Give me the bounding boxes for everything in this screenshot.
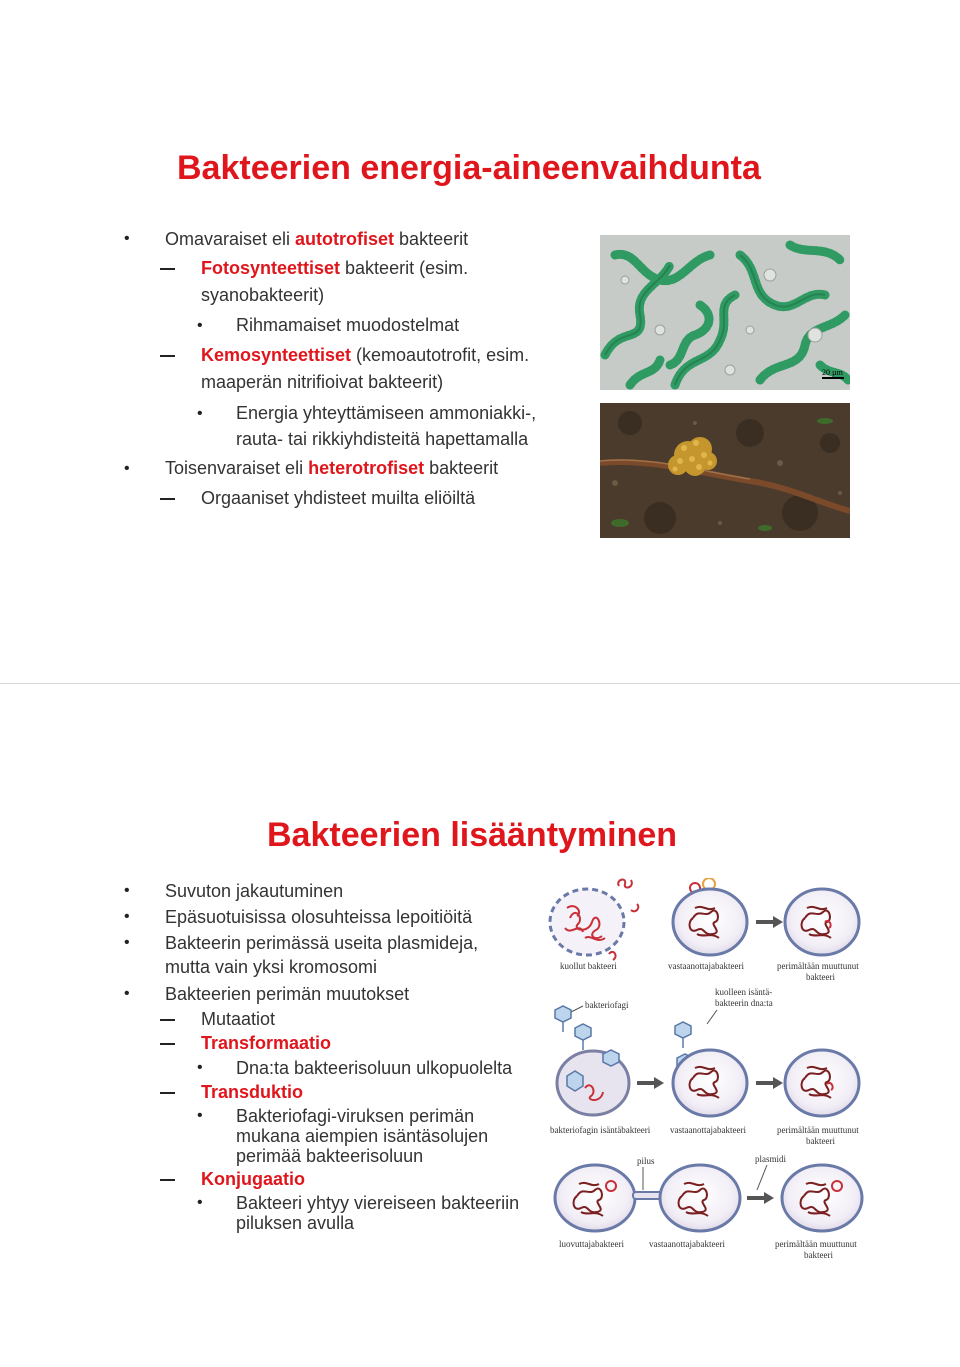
label-modified-1b: bakteeri [806, 972, 835, 982]
bullet-dot: • [124, 985, 130, 1002]
bullet-dot: • [197, 1107, 203, 1124]
label-recipient-1: vastaanottajabakteeri [668, 961, 744, 971]
label-dead-host-dna-1: kuolleen isäntä- [715, 987, 773, 997]
asexual-line: Suvuton jakautuminen [165, 881, 344, 901]
spores-line: Epäsuotuisissa olosuhteissa lepoitiöitä [165, 907, 473, 927]
bullet-dot: • [197, 405, 203, 422]
label-plasmid: plasmidi [755, 1154, 786, 1164]
bullet-dash [160, 498, 175, 500]
filament-line: Rihmamaiset muodostelmat [236, 315, 460, 335]
bacteriophage-line-2: mukana aiempien isäntäsolujen [236, 1126, 489, 1146]
bullet-dash [160, 1179, 175, 1181]
transformation-line: Transformaatio [201, 1033, 332, 1053]
label-modified-2a: perimältään muuttunut [777, 1125, 859, 1135]
chromosome-line: mutta vain yksi kromosomi [165, 957, 378, 977]
label-modified-1a: perimältään muuttunut [777, 961, 859, 971]
bullet-dot: • [197, 1059, 203, 1076]
bullet-dot: • [124, 882, 130, 899]
bullet-dash [160, 268, 175, 270]
label-bacteriophage: bakteriofagi [585, 1000, 629, 1010]
oxidation-line: rauta- tai rikkiyhdisteitä hapettamalla [236, 429, 529, 449]
bullet-dot: • [197, 1194, 203, 1211]
label-pilus: pilus [637, 1156, 655, 1166]
label-recipient-2: vastaanottajabakteeri [670, 1125, 746, 1135]
label-dead-host-dna-2: bakteerin dna:ta [715, 998, 773, 1008]
bullet-dash [160, 355, 175, 357]
label-modified-3a: perimältään muuttunut [775, 1239, 857, 1249]
bullet-dot: • [124, 908, 130, 925]
transformation-row [550, 878, 859, 982]
slide1-title: Bakteerien energia-aineenvaihdunta [177, 149, 761, 187]
bullet-dash [160, 1019, 175, 1021]
bullet-dot: • [124, 230, 130, 247]
gene-transfer-diagram [545, 878, 875, 1258]
transduction-line: Transduktio [201, 1082, 304, 1102]
label-modified-2b: bakteeri [806, 1136, 835, 1146]
bullet-dash [160, 1043, 175, 1045]
photosynthetic-line: Fotosynteettiset bakteerit (esim. [201, 258, 469, 278]
organic-line: Orgaaniset yhdisteet muilta eliöiltä [201, 488, 476, 508]
transduction-row [550, 987, 859, 1146]
pilus-line-2: piluksen avulla [236, 1213, 355, 1233]
conjugation-line: Konjugaatio [201, 1169, 305, 1189]
mutations-line: Mutaatiot [201, 1009, 276, 1029]
conjugation-row [555, 1154, 862, 1258]
scale-bar-label: 20 µm [822, 368, 843, 377]
label-recipient-3: vastaanottajabakteeri [649, 1239, 725, 1249]
slide-reproduction [0, 684, 960, 1367]
genome-changes-line: Bakteerien perimän muutokset [165, 984, 410, 1004]
cyanobacteria-photo [600, 235, 850, 390]
pilus-line-1: Bakteeri yhtyy viereiseen bakteeriin [236, 1193, 520, 1213]
label-donor: luovuttajabakteeri [559, 1239, 624, 1249]
bullet-dot: • [124, 460, 130, 477]
label-phage-host: bakteriofagin isäntäbakteeri [550, 1125, 651, 1135]
bacteriophage-line-3: perimää bakteerisoluun [236, 1146, 424, 1166]
slide-energy-metabolism [0, 0, 960, 683]
bullet-dash [160, 1092, 175, 1094]
cyanobacteria-line: syanobakteerit) [201, 285, 325, 305]
label-dead-bacterium: kuollut bakteeri [560, 961, 617, 971]
bullet-dot: • [124, 934, 130, 951]
heterotrophs-line: Toisenvaraiset eli heterotrofiset bakteerit [165, 458, 499, 478]
energy-line: Energia yhteyttämiseen ammoniakki-, [236, 403, 537, 423]
dna-outside-line: Dna:ta bakteerisoluun ulkopuolelta [236, 1058, 513, 1078]
chemosynthetic-line: Kemosynteettiset (kemoautotrofit, esim. [201, 345, 530, 365]
label-modified-3b: bakteeri [804, 1250, 833, 1258]
autotrophs-line: Omavaraiset eli autotrofiset bakteerit [165, 229, 469, 249]
plasmids-line: Bakteerin perimässä useita plasmideja, [165, 933, 479, 953]
bacteriophage-line-1: Bakteriofagi-viruksen perimän [236, 1106, 475, 1126]
fungus-photo [600, 403, 850, 538]
bullet-dot: • [197, 317, 203, 334]
slide2-title: Bakteerien lisääntyminen [267, 816, 678, 854]
nitrifying-line: maaperän nitrifioivat bakteerit) [201, 372, 444, 392]
